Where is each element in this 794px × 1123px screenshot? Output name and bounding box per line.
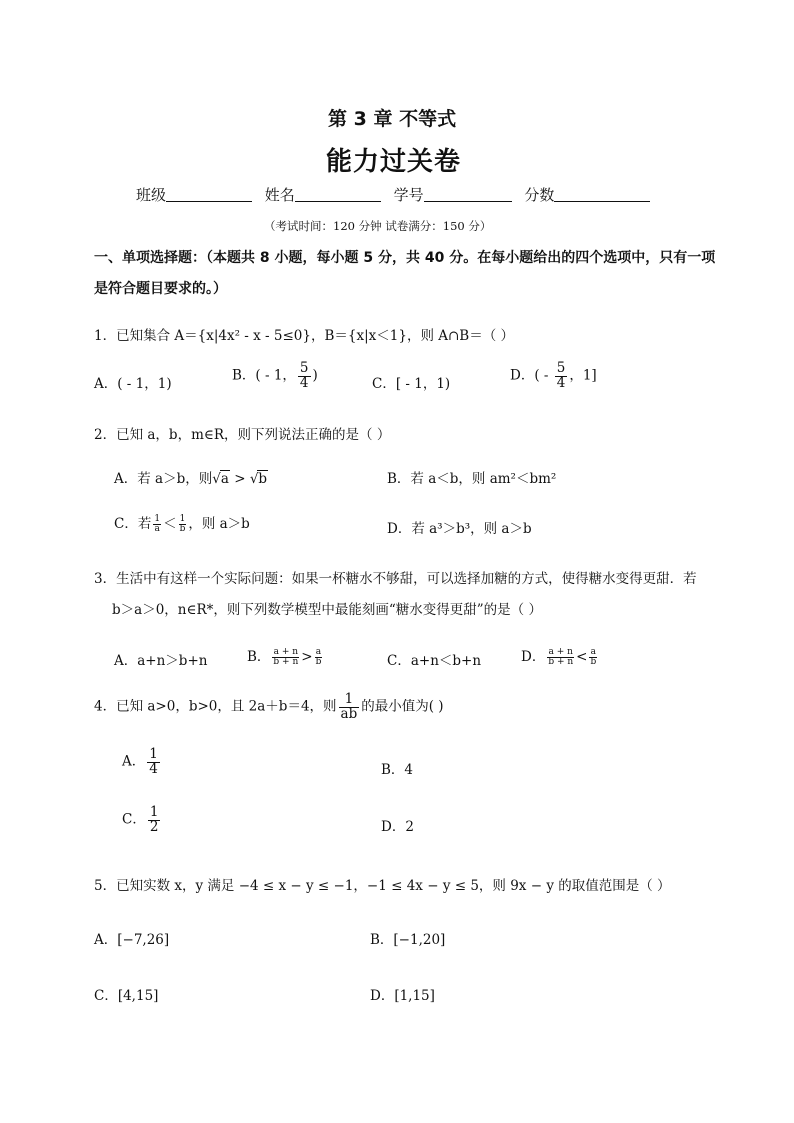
question-3-stem-line1: 3．生活中有这样一个实际问题：如果一杯糖水不够甜，可以选择加糖的方式，使得糖水变得更甜．若	[94, 571, 697, 587]
q2-a-radicand2: b	[258, 471, 268, 487]
q5-option-b[interactable]: B．[−1,20]	[370, 932, 446, 948]
question-5-stem: 5．已知实数 x，y 满足 −4 ≤ x − y ≤ −1，−1 ≤ 4x − y ≤ 5，则 9x − y 的取值范围是（ ）	[94, 878, 671, 894]
q1-d-num: 5	[556, 360, 566, 376]
q4-stem-num: 1	[339, 693, 360, 708]
student-no-field[interactable]	[424, 187, 512, 202]
chapter-title: 第 3 章 不等式	[328, 108, 457, 130]
question-4-stem	[94, 693, 444, 721]
q3-option-a[interactable]: A．a+n＞b+n	[114, 653, 208, 669]
q2-a-op: >	[229, 471, 250, 487]
q1-option-b[interactable]	[232, 362, 318, 390]
question-1-stem: 1．已知集合 A＝{x|4x² - x - 5≤0}，B＝{x|x＜1}，则 A∩B＝（ ）	[94, 328, 515, 344]
q3-d-fraction	[547, 648, 574, 667]
q1-option-d[interactable]	[510, 362, 597, 390]
q2-c-frac1-num: 1	[154, 514, 161, 524]
q3-d-op: <	[576, 649, 588, 665]
q2-option-c[interactable]	[114, 512, 250, 534]
q3-d-rnum: a	[590, 647, 597, 657]
student-no-label: 学号	[393, 186, 424, 204]
q3-b-prefix: B．	[247, 649, 271, 665]
q4-option-a[interactable]	[122, 748, 162, 776]
q2-option-a[interactable]	[114, 467, 268, 487]
q3-b-rfraction	[315, 648, 323, 667]
q2-c-suffix: ，则 a＞b	[188, 516, 250, 532]
q4-stem-suffix: 的最小值为( )	[361, 698, 444, 715]
q3-option-c[interactable]: C．a+n＜b+n	[387, 653, 482, 669]
q2-c-op: ＜	[163, 516, 177, 532]
q3-d-den: b + n	[548, 657, 574, 667]
q4-c-num: 1	[149, 804, 159, 820]
sqrt-symbol-icon: √	[249, 471, 259, 487]
q4-c-label: C．	[122, 811, 146, 828]
info-fields-row	[136, 184, 650, 205]
q3-b-num: a + n	[273, 647, 299, 657]
name-field[interactable]	[295, 187, 381, 202]
q2-c-frac2	[179, 515, 187, 534]
q4-a-den: 4	[149, 760, 158, 777]
name-label: 姓名	[264, 186, 295, 204]
q3-b-rden: b	[315, 657, 322, 667]
exam-info: （考试时间：120 分钟 试卷满分：150 分）	[264, 219, 492, 233]
q1-b-fraction	[298, 362, 311, 390]
q4-stem-prefix: 4．已知 a>0，b>0，且 2a＋b＝4，则	[94, 698, 337, 715]
q2-c-frac2-den: b	[179, 524, 186, 534]
q1-b-den: 4	[299, 374, 309, 391]
q5-option-d[interactable]: D．[1,15]	[370, 988, 435, 1004]
q2-a-radicand1: a	[220, 471, 229, 487]
q1-d-prefix: D．( -	[510, 367, 553, 384]
score-label: 分数	[524, 186, 555, 204]
q3-b-den: b + n	[273, 657, 299, 667]
q3-d-rden: b	[590, 657, 597, 667]
q4-stem-fraction	[339, 693, 360, 721]
question-2-stem: 2．已知 a，b，m∈R，则下列说法正确的是（ ）	[94, 427, 391, 443]
q5-option-c[interactable]: C．[4,15]	[94, 988, 159, 1004]
q4-a-label: A．	[122, 753, 146, 770]
q4-option-b[interactable]: B．4	[381, 762, 414, 778]
section-heading-line1: 一、单项选择题：（本题共 8 小题，每小题 5 分，共 40 分。在每小题给出的四个选项中，只有一项	[94, 250, 716, 266]
q2-c-frac2-num: 1	[179, 514, 186, 524]
q4-c-fraction	[148, 806, 161, 834]
q1-d-den: 4	[556, 374, 566, 391]
q4-a-num: 1	[149, 746, 158, 762]
q2-c-frac1	[153, 515, 161, 534]
q3-b-fraction	[272, 648, 299, 667]
q1-option-a[interactable]: A．( - 1，1)	[94, 376, 172, 392]
q1-option-c[interactable]: C．[ - 1，1)	[372, 376, 451, 392]
q1-b-suffix: )	[312, 367, 318, 384]
q2-c-frac1-den: a	[154, 524, 160, 534]
section-heading-line2: 是符合题目要求的。）	[94, 281, 227, 297]
q3-d-prefix: D．	[521, 649, 546, 665]
q1-b-num: 5	[299, 360, 309, 376]
q3-b-op: >	[301, 649, 313, 665]
q5-option-a[interactable]: A．[−7,26]	[94, 932, 170, 948]
q4-c-den: 2	[149, 818, 159, 835]
question-3-stem-line2: b＞a＞0，n∈R*，则下列数学模型中最能刻画“糖水变得更甜”的是（ ）	[112, 602, 542, 618]
q2-a-prefix: A．若 a＞b，则	[114, 471, 213, 487]
class-label: 班级	[136, 186, 167, 204]
q1-d-suffix: ，1]	[569, 367, 597, 384]
score-field[interactable]	[554, 187, 650, 202]
q2-option-d[interactable]: D．若 a³＞b³，则 a＞b	[387, 521, 532, 537]
q2-c-prefix: C．若	[114, 516, 152, 532]
q4-stem-den: ab	[340, 705, 358, 722]
q4-option-d[interactable]: D．2	[381, 819, 414, 835]
q3-d-num: a + n	[548, 647, 573, 657]
q3-d-rfraction	[589, 648, 597, 667]
q4-a-fraction	[147, 748, 160, 776]
q1-b-prefix: B．( - 1，	[232, 367, 296, 384]
q3-b-rnum: a	[315, 647, 322, 657]
page-title: 能力过关卷	[326, 147, 462, 177]
class-field[interactable]	[166, 187, 252, 202]
q3-option-b[interactable]	[247, 645, 324, 667]
sqrt-symbol-icon: √	[212, 471, 221, 487]
q2-option-b[interactable]: B．若 a＜b，则 am²＜bm²	[387, 471, 557, 487]
q4-option-c[interactable]	[122, 806, 162, 834]
q3-option-d[interactable]	[521, 645, 599, 667]
q1-d-fraction	[555, 362, 568, 390]
